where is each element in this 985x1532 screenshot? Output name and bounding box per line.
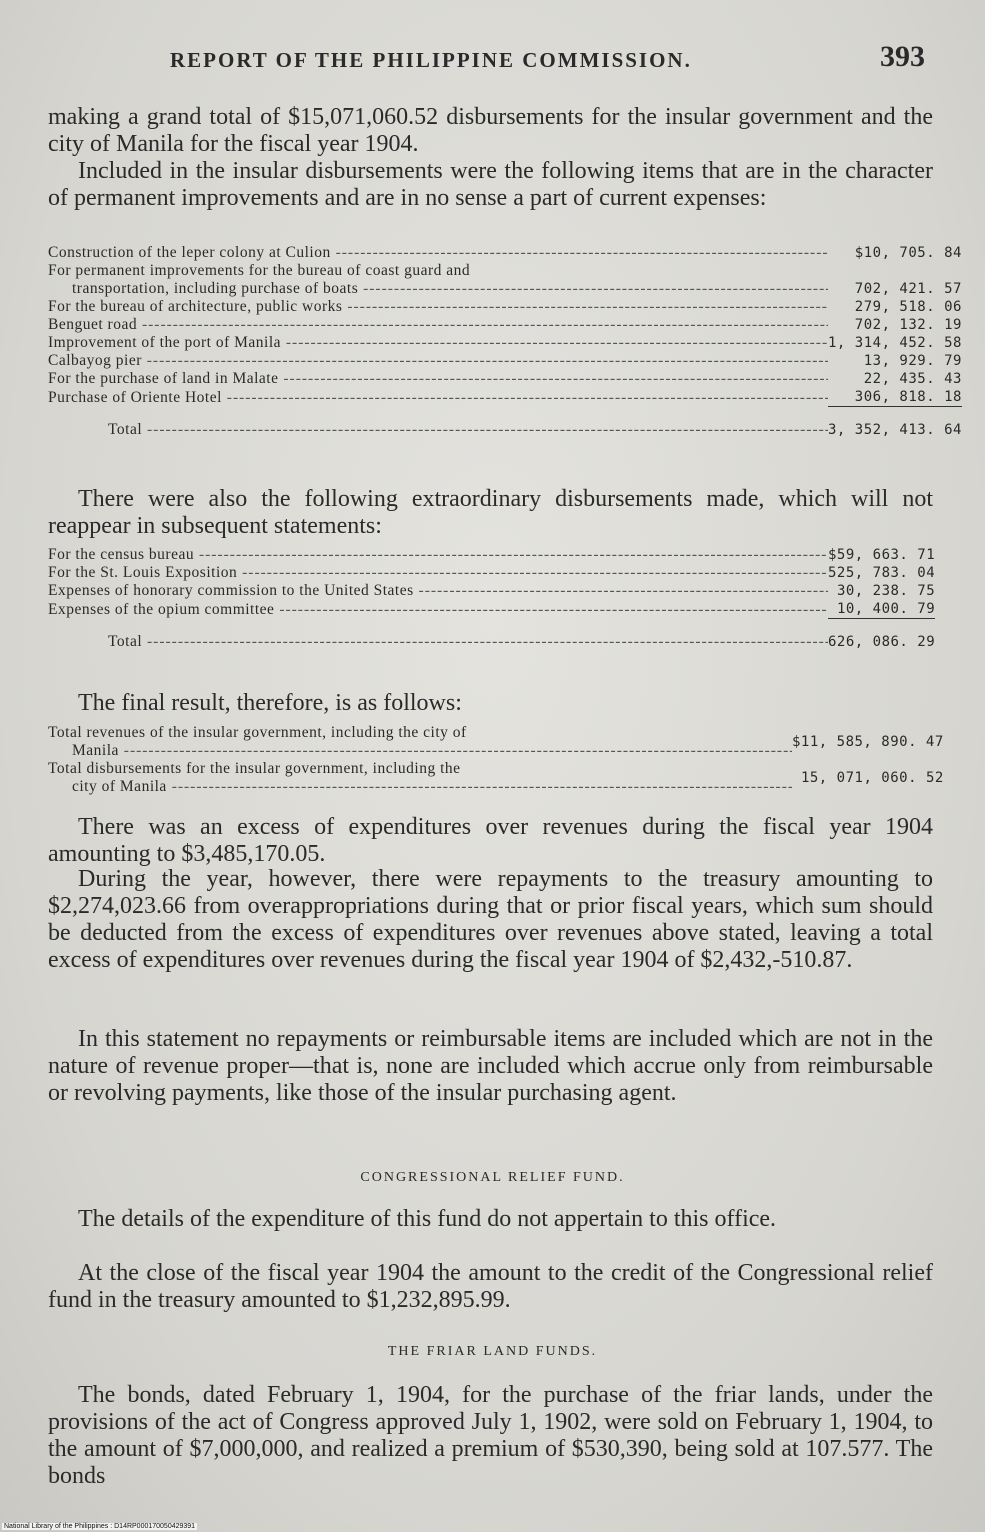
paragraph-congressional-details	[48, 1206, 933, 1233]
row-description: Expenses of the opium committee -----	[48, 600, 828, 619]
row-description: Benguet road -----	[48, 316, 828, 334]
row-amount: 10, 400. 79	[836, 601, 936, 617]
paragraph-text: At the close of the fiscal year 1904 the amount to the credit of the Congressional relief fund in the treasury amounted to $1,232,895.99.	[48, 1260, 933, 1313]
paragraph-text: The final result, therefore, is as follows:	[78, 690, 462, 716]
table-row	[48, 388, 962, 407]
row-amount	[828, 262, 962, 280]
paragraph-text: making a grand total of $15,071,060.52 disbursements for the insular government and the city of Manila for the fiscal year 1904.	[48, 104, 933, 157]
table-row	[48, 298, 962, 316]
row-amount: 702, 132. 19	[854, 317, 962, 333]
table-row	[48, 582, 935, 600]
table-row	[48, 370, 962, 388]
row-amount: 702, 421. 57	[854, 281, 962, 297]
paragraph-text: The bonds, dated February 1, 1904, for the purchase of the friar lands, under the provisions of the act of Congress approved July 1, 1902, were sold on February 1, 1904, to the amount of $7,000,000, and realized a premium of $530,390, being sold at 107.577. The bonds	[48, 1382, 933, 1489]
paragraph-text: There were also the following extraordinary disbursements made, which will not reappear in subsequent statements:	[48, 486, 933, 539]
row-amount: 306, 818. 18	[854, 389, 962, 405]
paragraph-statement-note	[48, 1026, 933, 1107]
paragraph-text: During the year, however, there were repayments to the treasury amounting to $2,274,023.66 from overappropriations during that or prior fiscal years, which sum should be deducted from the excess of expenditures over revenues above stated, leaving a total excess of expenditures over revenues during the fiscal year 1904 of $2,432,-510.87.	[48, 866, 933, 973]
paragraph-insular-intro	[48, 158, 933, 212]
total-amount: 3, 352, 413. 64	[828, 407, 962, 440]
table-row	[48, 600, 935, 619]
row-description: Construction of the leper colony at Culion -----	[48, 244, 828, 262]
row-amount: 279, 518. 06	[854, 299, 962, 315]
row-amount: $10, 705. 84	[854, 245, 962, 261]
running-title: REPORT OF THE PHILIPPINE COMMISSION.	[170, 48, 692, 72]
table-row	[48, 564, 935, 582]
paragraph-text: There was an excess of expenditures over revenues during the fiscal year 1904 amounting to $3,485,170.05.	[48, 814, 933, 867]
row-description: transportation, including purchase of boats -----	[48, 280, 828, 298]
table-row	[48, 546, 935, 564]
row-description-line1: Total revenues of the insular government, including the city of	[48, 724, 467, 741]
table-row	[48, 724, 944, 742]
row-description: Improvement of the port of Manila -----	[48, 334, 828, 352]
table-row	[48, 244, 962, 262]
paragraph-extraordinary-intro	[48, 486, 933, 540]
total-row	[48, 619, 935, 652]
row-description-line1: Total disbursements for the insular government, including the	[48, 760, 461, 777]
page-header	[170, 40, 925, 80]
row-amount: $11, 585, 890. 47	[792, 734, 944, 750]
extraordinary-table	[48, 546, 935, 651]
table-row	[48, 280, 962, 298]
row-description: For the census bureau -----	[48, 546, 828, 564]
row-amount: 15, 071, 060. 52	[800, 770, 944, 786]
paragraph-repayments	[48, 866, 933, 974]
section-heading-congressional: CONGRESSIONAL RELIEF FUND.	[360, 1170, 625, 1185]
row-description: Calbayog pier -----	[48, 352, 828, 370]
row-amount: 22, 435. 43	[863, 371, 962, 387]
total-amount: 626, 086. 29	[828, 619, 935, 652]
row-amount: $59, 663. 71	[828, 547, 936, 563]
row-amount: 13, 929. 79	[863, 353, 962, 369]
row-description: For permanent improvements for the bureau of coast guard and	[48, 262, 471, 279]
paragraph-friar-bonds	[48, 1382, 933, 1490]
paragraph-text: In this statement no repayments or reimbursable items are included which are not in the nature of revenue proper—that is, none are included which accrue only from reimbursable or revolving payments, like those of the insular purchasing agent.	[48, 1026, 933, 1106]
paragraph-text: The details of the expenditure of this fund do not appertain to this office.	[78, 1206, 777, 1232]
footer-credit: National Library of the Philippines : D14RP000170050429391	[4, 1523, 196, 1530]
row-amount: 30, 238. 75	[836, 583, 936, 599]
paragraph-congressional-credit	[48, 1260, 933, 1314]
row-description: Purchase of Oriente Hotel -----	[48, 388, 828, 407]
paragraph-text: Included in the insular disbursements were the following items that are in the character of permanent improvements and are in no sense a part of current expenses:	[48, 158, 933, 211]
row-description: Expenses of honorary commission to the United States -----	[48, 582, 828, 600]
total-label: Total -----	[48, 619, 828, 652]
table-row	[48, 262, 962, 280]
row-description: For the St. Louis Exposition -----	[48, 564, 828, 582]
row-description: For the bureau of architecture, public works -----	[48, 298, 828, 316]
section-heading-friar: THE FRIAR LAND FUNDS.	[387, 1344, 598, 1359]
paragraph-excess	[48, 814, 933, 868]
total-label: Total -----	[48, 407, 828, 440]
paragraph-grand-total	[48, 104, 933, 158]
page-number: 393	[880, 40, 925, 73]
paragraph-final-intro	[48, 690, 933, 717]
row-description-line2: city of Manila -----	[48, 778, 792, 796]
total-row	[48, 407, 962, 440]
table-row	[48, 334, 962, 352]
table-row	[48, 352, 962, 370]
row-description-line2: Manila -----	[48, 742, 792, 760]
table-row	[48, 760, 944, 778]
table-row	[48, 316, 962, 334]
row-amount: 525, 783. 04	[828, 565, 936, 581]
row-amount: 1, 314, 452. 58	[828, 335, 962, 351]
row-description: For the purchase of land in Malate -----	[48, 370, 828, 388]
permanent-improvements-table	[48, 244, 962, 439]
final-result-table	[48, 724, 944, 796]
